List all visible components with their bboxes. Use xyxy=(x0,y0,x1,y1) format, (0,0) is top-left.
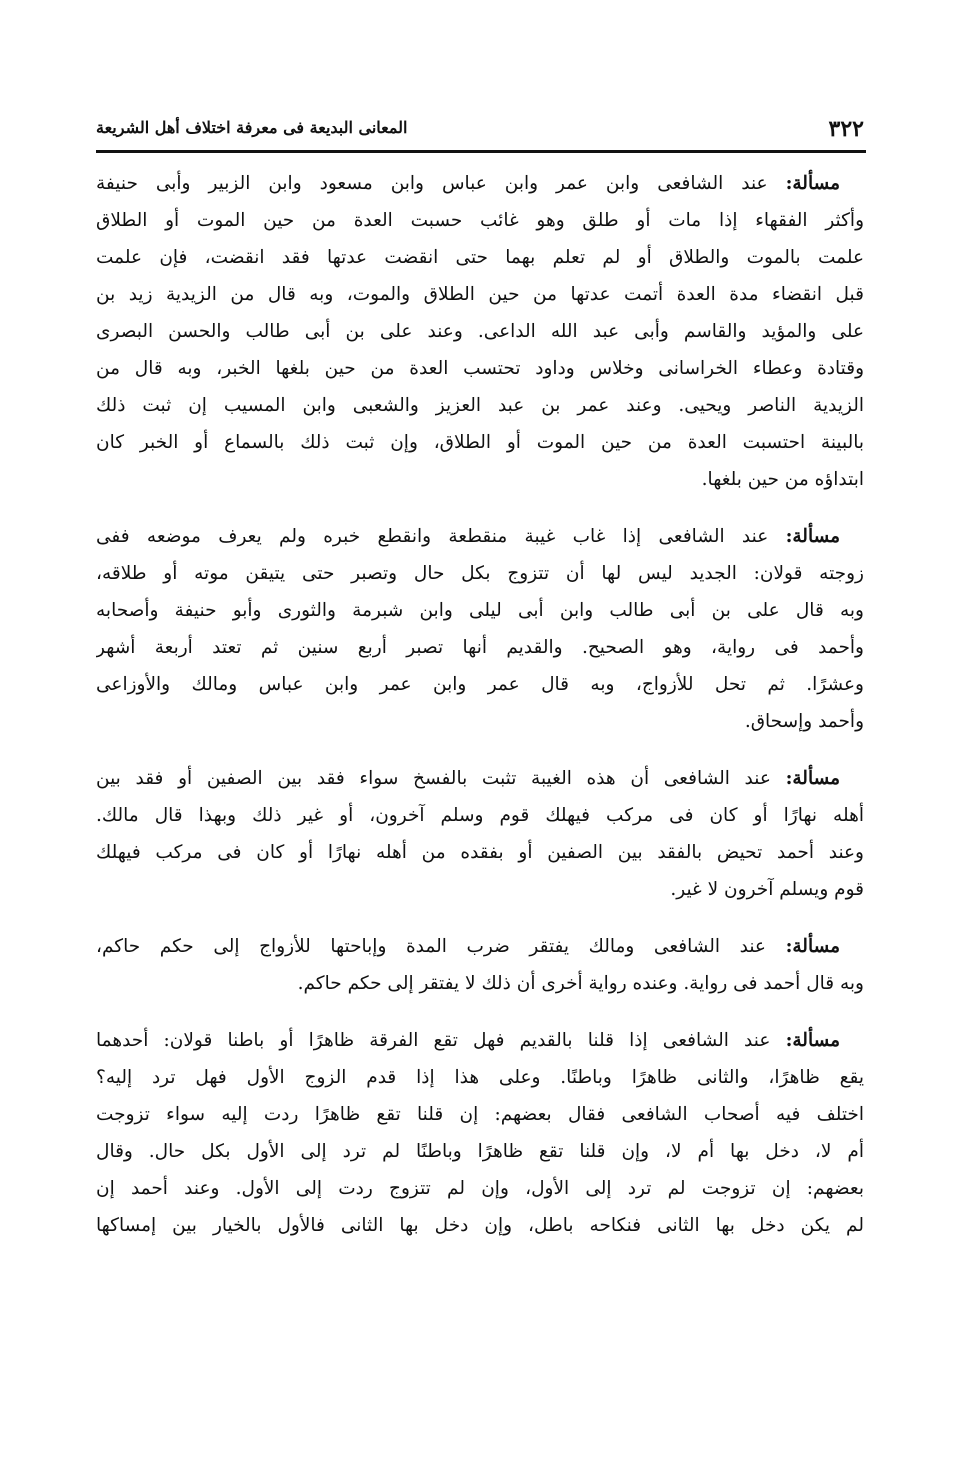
text-line xyxy=(96,1096,864,1133)
line-text: وعند أحمد تحيض بالفقد بين الصفين أو بفقده من أهله نهارًا أو كان فى مركب فيهلك xyxy=(96,842,864,863)
line-text: لم يكن دخل بها الثانى فنكاحه باطل، وإن دخل بها الثانى فالأول بالخيار بين إمساكها xyxy=(96,1215,864,1236)
line-text: أم لا، دخل بها أم لا، وإن قلنا تقع ظاهرًا وباطنًا لم ترد إلى الأول بكل حال. وقال xyxy=(96,1141,864,1162)
line-text: وأحمد وإسحاق. xyxy=(744,711,864,732)
line-text: بالبينة احتسبت العدة من حين الموت أو الطلاق، وإن ثبت ذلك بالسماع أو الخبر كان xyxy=(96,432,864,453)
line-text: عند الشافعى ومالك يفتقر ضرب المدة وإباحتها للأزواج إلى حكم حاكم، xyxy=(96,936,786,957)
text-line xyxy=(96,629,864,666)
running-title: المعانى البديعة فى معرفة اختلاف أهل الشريعة xyxy=(96,118,408,137)
header-rule xyxy=(96,150,866,153)
text-line xyxy=(96,965,864,1002)
issue-paragraph xyxy=(96,518,864,740)
line-text: قوم ويسلم آخرون لا غير. xyxy=(670,879,864,900)
line-text: وقتادة وعطاء الخراسانى وخلاس وداود تحتسب العدة من حين بلغها الخبر، وبه قال من xyxy=(96,358,864,379)
line-text: وبه قال أحمد فى رواية. وعنده رواية أخرى أن ذلك لا يفتقر إلى حكم حاكم. xyxy=(297,973,864,994)
issue-label: مسألة: xyxy=(785,173,840,194)
line-text: الزيدية الناصر ويحيى. وعند عمر بن عبد العزيز والشعبى وابن المسيب إن ثبت ذلك xyxy=(96,395,864,416)
line-text: علمت بالموت والطلاق أو لم تعلم بهما حتى انقضت عدتها فقد انقضت، فإن علمت xyxy=(96,247,864,268)
text-line xyxy=(96,666,864,703)
line-text: اختلف فيه أصحاب الشافعى فقال بعضهم: إن قلنا تقع ظاهرًا ردت إليه سواء تزوجت xyxy=(96,1104,864,1125)
page-number: ٣٢٢ xyxy=(828,116,864,142)
line-text: قبل انقضاء مدة العدة أتمت عدتها من حين الطلاق والموت، وبه قال من الزيدية زيد بن xyxy=(96,284,864,305)
text-line xyxy=(96,1059,864,1096)
issue-label: مسألة: xyxy=(785,936,840,957)
line-text: على والمؤيد والقاسم وأبى عبد الله الداعى. وعند على بن أبى طالب والحسن البصرى xyxy=(96,321,864,342)
line-text: عند الشافعى إذا قلنا بالقديم فهل تقع الفرقة ظاهرًا أو باطنا قولان: أحدهما xyxy=(96,1030,786,1051)
text-line xyxy=(96,1207,864,1244)
text-line xyxy=(96,239,864,276)
text-line xyxy=(96,834,864,871)
line-text: يقع ظاهرًا، والثانى ظاهرًا وباطنًا. وعلى هذا إذا قدم الزوج الأول فهل ترد إليه؟ xyxy=(96,1067,864,1088)
text-line xyxy=(96,555,864,592)
line-text: زوجته قولان: الجديد ليس لها أن تتزوج بكل حال وتصبر حتى يتيقن موته أو طلاقه، xyxy=(96,563,864,584)
text-line xyxy=(96,518,864,555)
text-line xyxy=(96,276,864,313)
text-line xyxy=(96,350,864,387)
text-line xyxy=(96,797,864,834)
issue-paragraph xyxy=(96,165,864,498)
page-body xyxy=(96,165,864,1264)
issue-label: مسألة: xyxy=(785,526,840,547)
text-line xyxy=(96,1133,864,1170)
issue-paragraph xyxy=(96,760,864,908)
text-line xyxy=(96,202,864,239)
page-header xyxy=(96,112,864,148)
text-line xyxy=(96,424,864,461)
text-line xyxy=(96,871,864,908)
line-text: ابتداؤه من حين بلغها. xyxy=(701,469,864,490)
text-line xyxy=(96,1170,864,1207)
text-line xyxy=(96,592,864,629)
text-line xyxy=(96,928,864,965)
text-line xyxy=(96,313,864,350)
line-text: وعشرًا. ثم تحل للأزواج، وبه قال عمر وابن عمر وابن عباس ومالك والأوزاعى xyxy=(96,674,864,695)
text-line xyxy=(96,461,864,498)
line-text: وبه قال على بن أبى طالب وابن أبى ليلى وابن شبرمة والثورى وأبو حنيفة وأصحابه xyxy=(96,600,864,621)
text-line xyxy=(96,165,864,202)
issue-label: مسألة: xyxy=(785,768,840,789)
line-text: وأكثر الفقهاء إذا مات أو طلق وهو غائب حسبت العدة من حين الموت أو الطلاق xyxy=(96,210,864,231)
issue-paragraph xyxy=(96,1022,864,1244)
line-text: وأحمد فى رواية، وهو الصحيح. والقديم أنها تصبر أربع سنين ثم تعتد أربعة أشهر xyxy=(96,637,864,658)
line-text: عند الشافعى وابن عمر وابن عباس وابن مسعود وابن الزبير وأبى حنيفة xyxy=(96,173,786,194)
text-line xyxy=(96,387,864,424)
issue-paragraph xyxy=(96,928,864,1002)
issue-label: مسألة: xyxy=(785,1030,840,1051)
line-text: بعضهم: إن تزوجت لم ترد إلى الأول، وإن لم تتزوج ردت إلى الأول. وعند أحمد إن xyxy=(96,1178,864,1199)
line-text: عند الشافعى أن هذه الغيبة تثبت بالفسخ سواء فقد بين الصفين أو فقد بين xyxy=(96,768,786,789)
text-line xyxy=(96,1022,864,1059)
line-text: أهله نهارًا أو كان فى مركب فيهلك قوم وسلم آخرون، أو غير ذلك وبهذا قال مالك. xyxy=(96,805,864,826)
text-line xyxy=(96,760,864,797)
line-text: عند الشافعى إذا غاب غيبة منقطعة وانقطع خبره ولم يعرف موضعه ففى xyxy=(96,526,786,547)
text-line xyxy=(96,703,864,740)
